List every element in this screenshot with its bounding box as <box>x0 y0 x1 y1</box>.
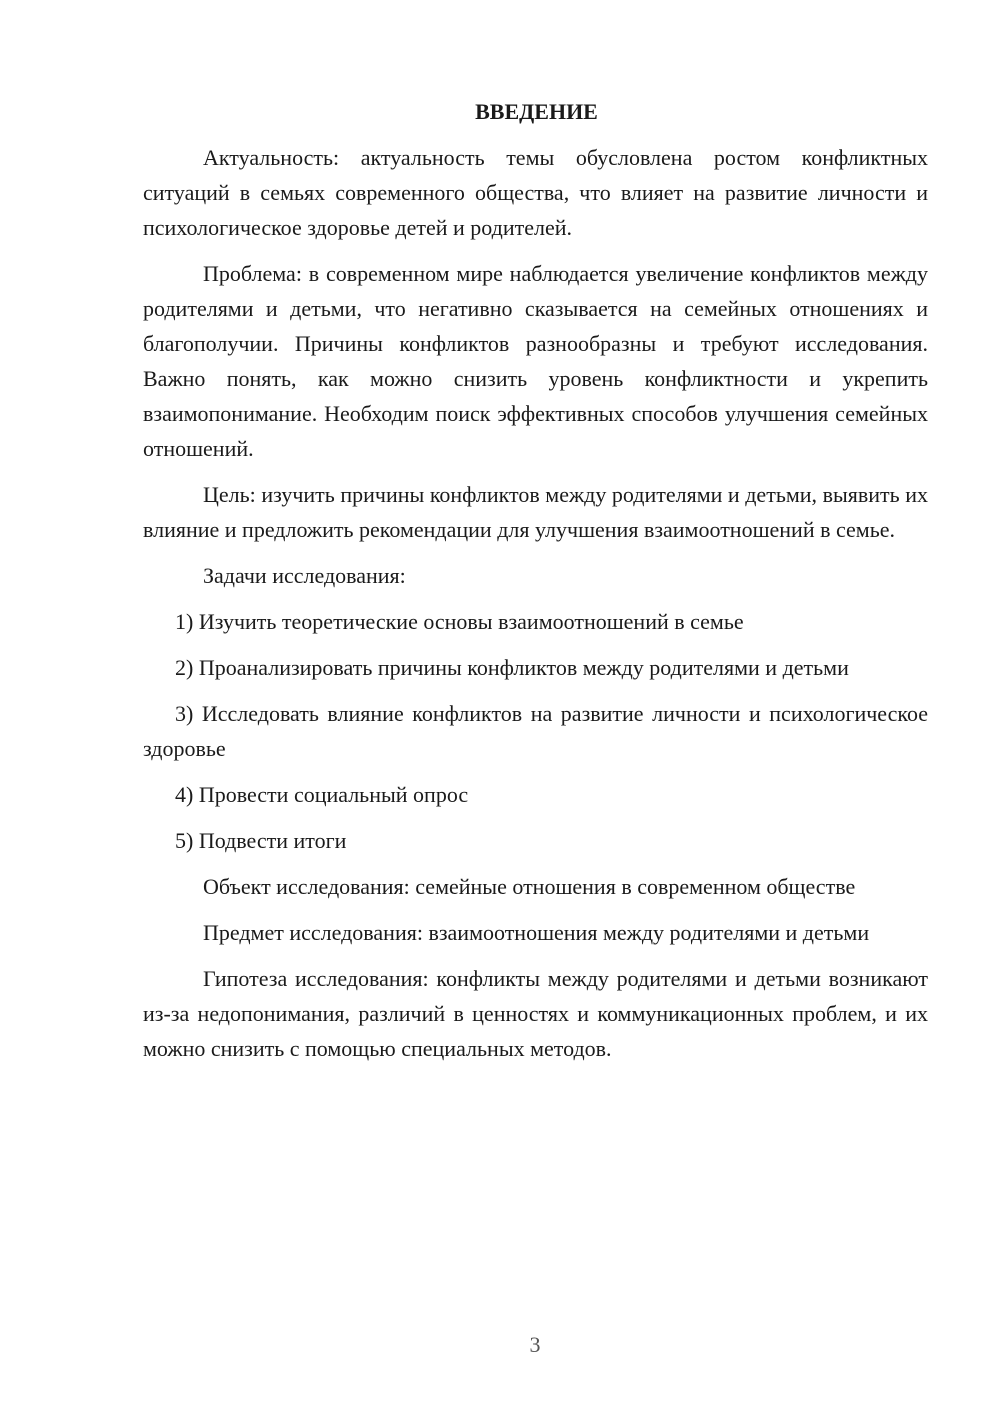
task-item-3: 3) Исследовать влияние конфликтов на развитие личности и психологическое здоровье <box>143 701 928 761</box>
tasks-heading: Задачи исследования: <box>203 563 406 588</box>
paragraph-subject: Предмет исследования: взаимоотношения между родителями и детьми <box>203 920 870 945</box>
page-number: 3 <box>529 1332 541 1357</box>
task-item-5: 5) Подвести итоги <box>175 828 347 853</box>
section-heading: ВВЕДЕНИЕ <box>475 99 598 124</box>
paragraph-relevance: Актуальность: актуальность темы обусловлена ростом конфликтных ситуаций в семьях современного общества, что влияет на развитие личности и психологическое здоровье детей и родителей. <box>143 145 928 240</box>
paragraph-goal: Цель: изучить причины конфликтов между родителями и детьми, выявить их влияние и предложить рекомендации для улучшения взаимоотношений в семье. <box>143 482 928 542</box>
paragraph-problem: Проблема: в современном мире наблюдается увеличение конфликтов между родителями и детьми, что негативно сказывается на семейных отношениях и благополучии. Причины конфликтов разнообразны и требуют исследования. Важно понять, как можно снизить уровень конфликтности и укрепить взаимопонимание. Необходим поиск эффективных способов улучшения семейных отношений. <box>143 261 928 461</box>
document-body <box>143 94 928 1077</box>
task-item-2: 2) Проанализировать причины конфликтов между родителями и детьми <box>175 655 849 680</box>
paragraph-object: Объект исследования: семейные отношения в современном обществе <box>203 874 856 899</box>
task-item-1: 1) Изучить теоретические основы взаимоотношений в семье <box>175 609 744 634</box>
task-item-4: 4) Провести социальный опрос <box>175 782 469 807</box>
paragraph-hypothesis: Гипотеза исследования: конфликты между родителями и детьми возникают из-за недопонимания, различий в ценностях и коммуникационных проблем, и их можно снизить с помощью специальных методов. <box>143 966 928 1061</box>
